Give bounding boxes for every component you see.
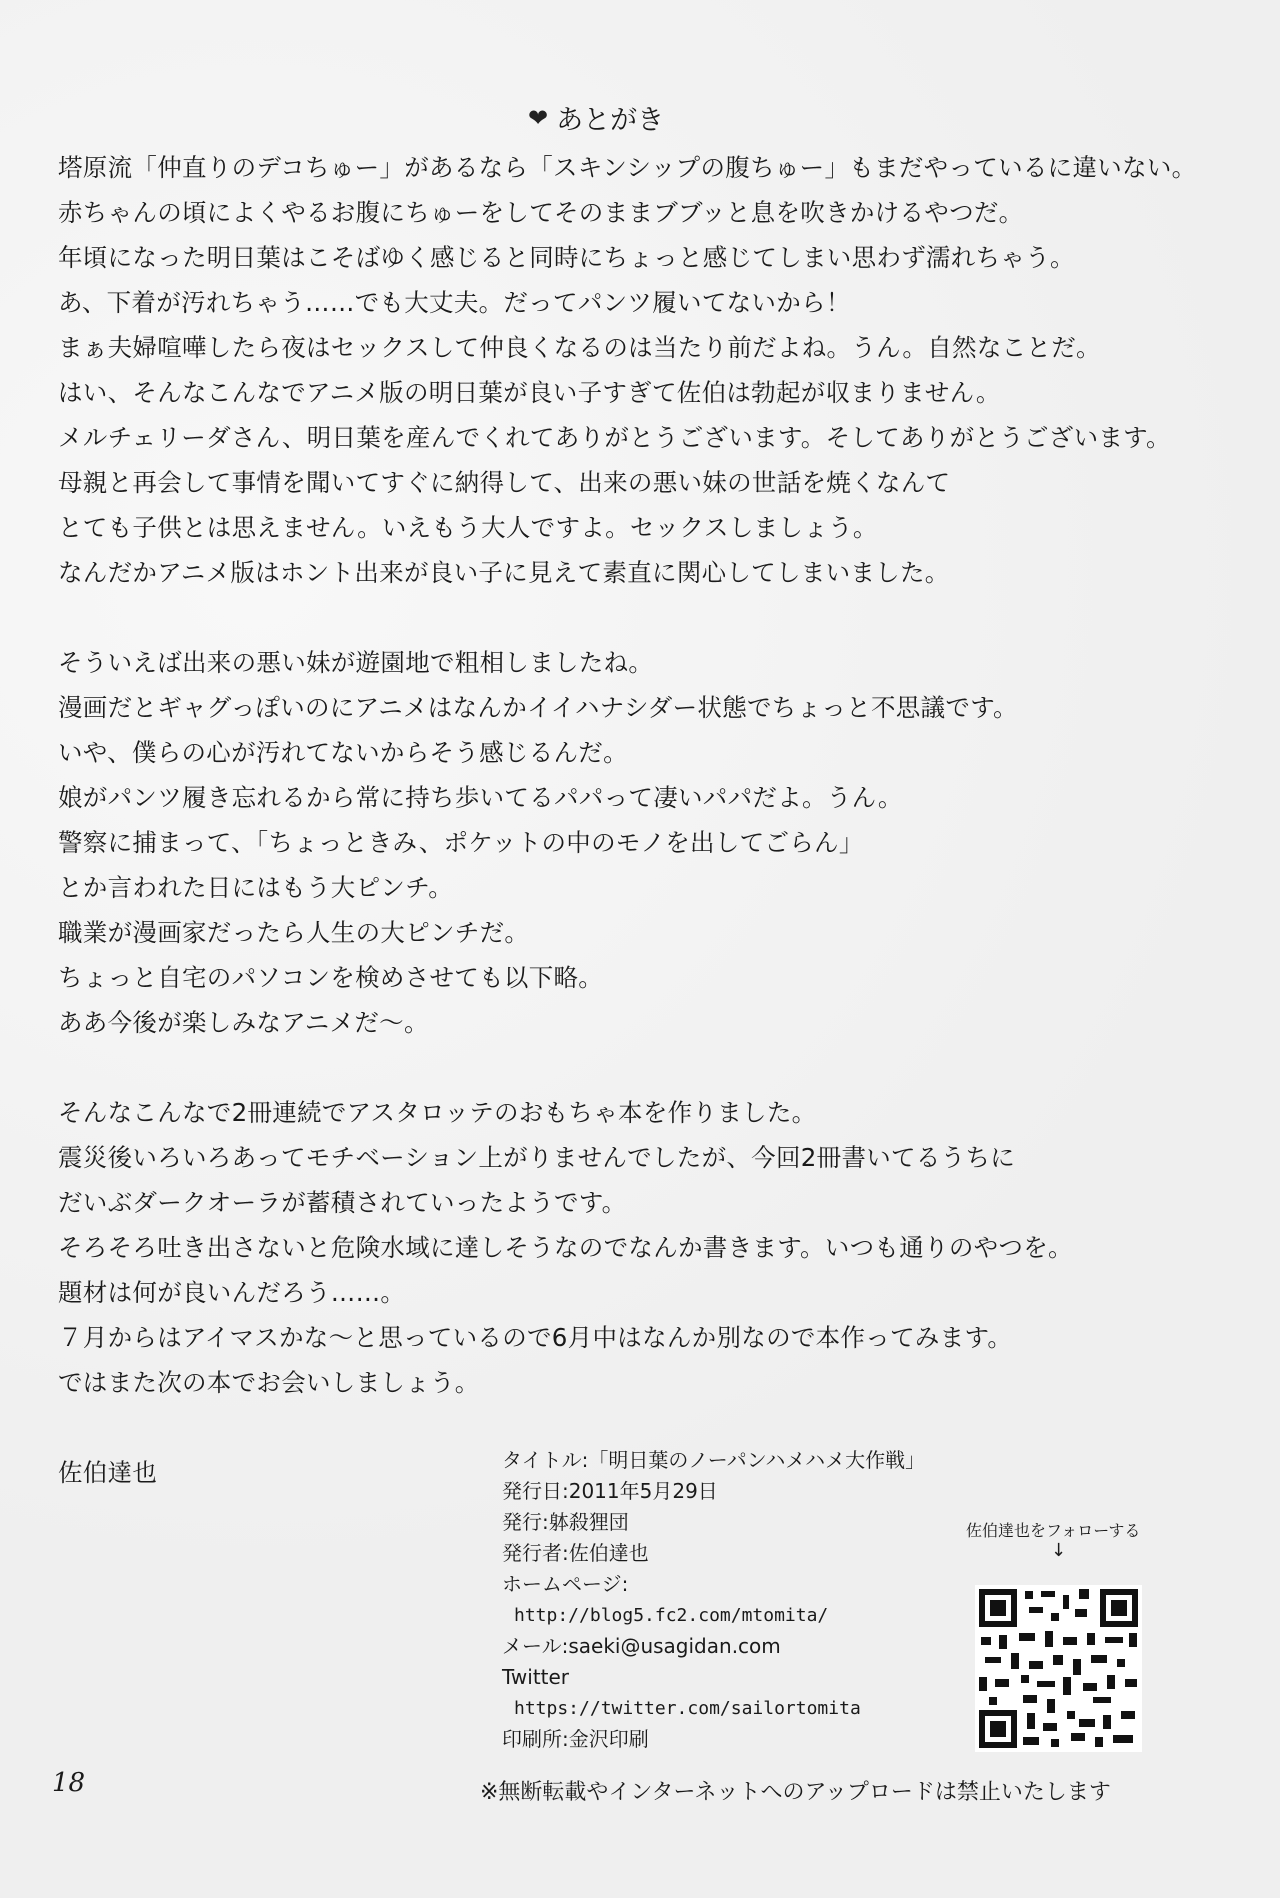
colophon-title: タイトル:「明日葉のノーパンハメハメ大作戦」: [502, 1448, 926, 1472]
colophon-date: 発行日:2011年5月29日: [502, 1479, 718, 1503]
colophon-author: 発行者:佐伯達也: [502, 1541, 649, 1565]
text-line: 警察に捕まって、「ちょっときみ、ポケットの中のモノを出してごらん」: [58, 828, 864, 857]
paragraph-3: [58, 1090, 1258, 1405]
paragraph-gap: [58, 595, 1258, 640]
text-line: ああ今後が楽しみなアニメだ～。: [58, 1008, 429, 1037]
text-line: まぁ夫婦喧嘩したら夜はセックスして仲良くなるのは当たり前だよね。うん。自然なことだ。: [58, 333, 1101, 362]
afterword-heading: [528, 98, 664, 137]
text-line: 赤ちゃんの頃によくやるお腹にちゅーをしてそのままブブッと息を吹きかけるやつだ。: [58, 198, 1024, 227]
text-line: ではまた次の本でお会いしましょう。: [58, 1368, 480, 1397]
text-line: とか言われた日にはもう大ピンチ。: [58, 873, 454, 902]
text-line: 漫画だとギャグっぽいのにアニメはなんかイイハナシダー状態でちょっと不思議です。: [58, 693, 1018, 722]
colophon-twitter-label: Twitter: [502, 1665, 570, 1689]
text-line: 震災後いろいろあってモチベーション上がりませんでしたが、今回2冊書いてるうちに: [58, 1143, 1016, 1172]
text-line: メルチェリーダさん、明日葉を産んでくれてありがとうございます。そしてありがとうございます。: [58, 423, 1171, 452]
text-line: 塔原流「仲直りのデコちゅー」があるなら「スキンシップの腹ちゅー」もまだやっているに違いない。: [58, 153, 1197, 182]
down-arrow-icon: ↓: [1051, 1540, 1067, 1561]
afterword-body: [58, 145, 1258, 1495]
text-line: ちょっと自宅のパソコンを検めさせても以下略。: [58, 963, 604, 992]
text-line: 職業が漫画家だったら人生の大ピンチだ。: [58, 918, 530, 947]
page-number: 18: [52, 1768, 86, 1798]
follow-label: 佐伯達也をフォローする: [966, 1521, 1141, 1540]
paragraph-2: [58, 640, 1258, 1045]
colophon-mail[interactable]: メール:saeki@usagidan.com: [502, 1634, 781, 1658]
heart-icon: ❤: [528, 103, 549, 132]
paragraph-gap: [58, 1045, 1258, 1090]
text-line: とても子供とは思えません。いえもう大人ですよ。セックスしましょう。: [58, 513, 878, 542]
colophon-publisher: 発行:躰殺狸団: [502, 1510, 629, 1534]
copyright-notice: ※無断転載やインターネットへのアップロードは禁止いたします: [480, 1780, 1111, 1805]
text-line: 題材は何が良いんだろう……。: [58, 1278, 406, 1307]
text-line: ７月からはアイマスかな～と思っているので6月中はなんか別なので本作ってみます。: [58, 1323, 1013, 1352]
colophon-printer: 印刷所:金沢印刷: [502, 1727, 649, 1751]
paragraph-gap: [58, 1405, 1258, 1450]
twitter-link[interactable]: https://twitter.com/sailortomita: [514, 1698, 861, 1719]
text-line: はい、そんなこんなでアニメ版の明日葉が良い子すぎて佐伯は勃起が収まりません。: [58, 378, 1001, 407]
text-line: いや、僕らの心が汚れてないからそう感じるんだ。: [58, 738, 628, 767]
qr-code-icon[interactable]: [975, 1585, 1142, 1752]
author-signature: 佐伯達也: [58, 1458, 158, 1487]
text-line: なんだかアニメ版はホント出来が良い子に見えて素直に関心してしまいました。: [58, 558, 950, 587]
text-line: だいぶダークオーラが蓄積されていったようです。: [58, 1188, 627, 1217]
paragraph-1: [58, 145, 1258, 595]
colophon: [502, 1445, 925, 1755]
text-line: あ、下着が汚れちゃう……でも大丈夫。だってパンツ履いてないから！: [58, 288, 851, 317]
text-line: 母親と再会して事情を聞いてすぐに納得して、出来の悪い妹の世話を焼くなんて: [58, 468, 951, 497]
text-line: そういえば出来の悪い妹が遊園地で粗相しましたね。: [58, 648, 654, 677]
afterword-title: あとがき: [556, 105, 665, 136]
colophon-homepage-label: ホームページ:: [502, 1572, 629, 1596]
text-line: そろそろ吐き出さないと危険水域に達しそうなのでなんか書きます。いつも通りのやつを。: [58, 1233, 1073, 1262]
text-line: そんなこんなで2冊連続でアスタロッテのおもちゃ本を作りました。: [58, 1098, 817, 1127]
text-line: 年頃になった明日葉はこそばゆく感じると同時にちょっと感じてしまい思わず濡れちゃう。: [58, 243, 1075, 272]
homepage-link[interactable]: http://blog5.fc2.com/mtomita/: [514, 1605, 829, 1626]
text-line: 娘がパンツ履き忘れるから常に持ち歩いてるパパって凄いパパだよ。うん。: [58, 783, 903, 812]
